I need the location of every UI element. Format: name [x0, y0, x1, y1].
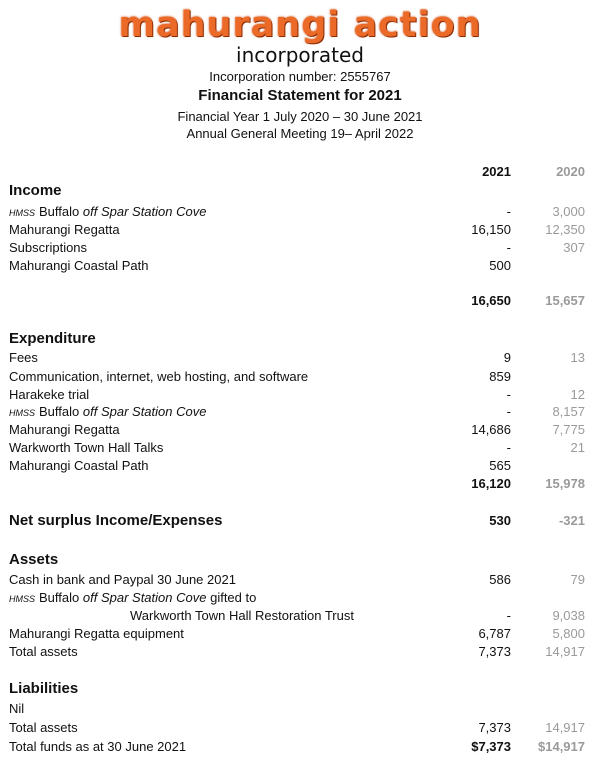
line-item-label	[9, 457, 148, 475]
vessel-location: off Spar Station Cove	[82, 404, 207, 419]
value-2020: 3,000	[552, 204, 585, 219]
line-item	[0, 403, 600, 421]
line-item-text: Cash in bank and Paypal 30 June 2021	[9, 572, 236, 587]
line-item	[0, 386, 600, 404]
hmss-prefix: HMSS	[9, 408, 36, 418]
line-item-text: Total funds as at 30 June 2021	[9, 739, 187, 754]
income-total	[0, 292, 600, 310]
value-2021: 6,787	[478, 626, 511, 641]
line-item-label	[9, 349, 38, 367]
line-item	[0, 257, 600, 275]
value-2021: -	[506, 404, 511, 419]
line-item-text: Harakeke trial	[9, 387, 90, 402]
line-item	[0, 607, 600, 625]
line-item	[0, 571, 600, 589]
line-item-label	[9, 221, 120, 239]
value-2020: 21	[570, 440, 585, 455]
total-2021: 16,120	[471, 476, 511, 491]
incorporation-number: Incorporation number: 2555767	[209, 69, 391, 84]
financial-year: Financial Year 1 July 2020 – 30 June 2021	[177, 109, 423, 124]
line-item-label	[9, 589, 256, 608]
income-heading-text: Income	[9, 182, 62, 199]
vessel-name: Buffalo	[39, 590, 80, 605]
value-2020: 14,917	[545, 720, 585, 735]
value-2021: 7,373	[478, 720, 511, 735]
value-2021: 586	[489, 572, 511, 587]
value-2021: 9	[503, 350, 511, 365]
vessel-name: Buffalo	[39, 204, 80, 219]
value-2021: 16,150	[471, 222, 511, 237]
value-2021: 565	[489, 458, 511, 473]
line-item-text: Communication, internet, web hosting, and software	[9, 369, 309, 384]
net-2021: 530	[489, 513, 511, 528]
column-2021: 2021	[482, 164, 511, 179]
vessel-name: Buffalo	[39, 404, 80, 419]
assets-heading-text: Assets	[9, 551, 59, 568]
line-item-label	[9, 257, 148, 275]
value-2020: 307	[563, 240, 585, 255]
value-2020: 8,157	[552, 404, 585, 419]
line-item-label	[9, 719, 78, 737]
line-item-text: Mahurangi Regatta equipment	[9, 626, 184, 641]
net-2020: -321	[558, 513, 585, 528]
line-item-text: Fees	[9, 350, 38, 365]
value-2020: 79	[570, 572, 585, 587]
expenditure-heading-text: Expenditure	[9, 330, 96, 347]
total-2020: 15,978	[545, 476, 585, 491]
line-item	[0, 738, 600, 756]
line-item-label	[9, 738, 186, 756]
value-2021: -	[506, 240, 511, 255]
line-item	[0, 368, 600, 386]
hmss-prefix: HMSS	[9, 594, 36, 604]
line-item	[0, 203, 600, 221]
hmss-prefix: HMSS	[9, 208, 36, 218]
income-heading	[0, 182, 600, 200]
vessel-location: off Spar Station Cove	[82, 590, 207, 605]
line-item-label	[9, 368, 308, 386]
line-item-label	[9, 421, 120, 439]
line-item-text: Nil	[9, 701, 25, 716]
assets-heading	[0, 551, 600, 569]
net-surplus-label: Net surplus Income/Expenses	[9, 512, 223, 529]
line-item-text: Total assets	[9, 720, 78, 735]
line-item-label	[9, 203, 206, 222]
line-item-text: Mahurangi Coastal Path	[9, 258, 149, 273]
total-2020: 15,657	[545, 293, 585, 308]
liabilities-heading	[0, 680, 600, 698]
value-2020: 13	[570, 350, 585, 365]
line-item	[0, 700, 600, 718]
logo-wordmark: mahurangi action	[118, 5, 482, 45]
vessel-location: off Spar Station Cove	[82, 204, 207, 219]
line-item-label	[9, 643, 78, 661]
line-item-text: Mahurangi Coastal Path	[9, 458, 149, 473]
logo-subtitle: incorporated	[236, 43, 364, 67]
value-2020: 12,350	[545, 222, 585, 237]
total-2021: 16,650	[471, 293, 511, 308]
expenditure-heading	[0, 330, 600, 348]
line-item	[0, 589, 600, 607]
net-surplus	[0, 512, 600, 530]
line-item-text: Mahurangi Regatta	[9, 222, 120, 237]
value-2021: $7,373	[471, 739, 511, 754]
line-item-label	[9, 571, 236, 589]
vessel-note: gifted to	[210, 590, 257, 605]
value-2021: 500	[489, 258, 511, 273]
line-item	[0, 221, 600, 239]
line-item-label	[9, 403, 206, 422]
value-2020: 7,775	[552, 422, 585, 437]
value-2021: -	[506, 440, 511, 455]
line-item	[0, 439, 600, 457]
value-2020: 12	[570, 387, 585, 402]
value-2021: -	[506, 387, 511, 402]
line-item-label	[9, 439, 163, 457]
line-item	[0, 625, 600, 643]
value-2021: -	[506, 204, 511, 219]
line-item	[0, 239, 600, 257]
line-item-text: Total assets	[9, 644, 78, 659]
line-item-label	[9, 386, 89, 404]
value-2021: 7,373	[478, 644, 511, 659]
statement-title: Financial Statement for 2021	[198, 87, 402, 104]
line-item-text: Mahurangi Regatta	[9, 422, 120, 437]
value-2020: 14,917	[545, 644, 585, 659]
line-item-label	[130, 607, 354, 625]
expenditure-total	[0, 475, 600, 493]
value-2020: $14,917	[538, 739, 585, 754]
column-2020: 2020	[556, 164, 585, 179]
value-2020: 5,800	[552, 626, 585, 641]
line-item-text: Subscriptions	[9, 240, 88, 255]
value-2021: -	[506, 608, 511, 623]
line-item	[0, 421, 600, 439]
line-item	[0, 349, 600, 367]
line-item-text: Warkworth Town Hall Talks	[9, 440, 164, 455]
line-item-text: Warkworth Town Hall Restoration Trust	[130, 608, 354, 623]
line-item-label	[9, 625, 184, 643]
line-item	[0, 643, 600, 661]
line-item	[0, 457, 600, 475]
agm-date: Annual General Meeting 19– April 2022	[186, 126, 414, 141]
value-2021: 14,686	[471, 422, 511, 437]
column-headers	[0, 163, 600, 181]
liabilities-heading-text: Liabilities	[9, 680, 79, 697]
line-item	[0, 719, 600, 737]
line-item-label	[9, 700, 24, 718]
line-item-label	[9, 239, 87, 257]
value-2021: 859	[489, 369, 511, 384]
value-2020: 9,038	[552, 608, 585, 623]
